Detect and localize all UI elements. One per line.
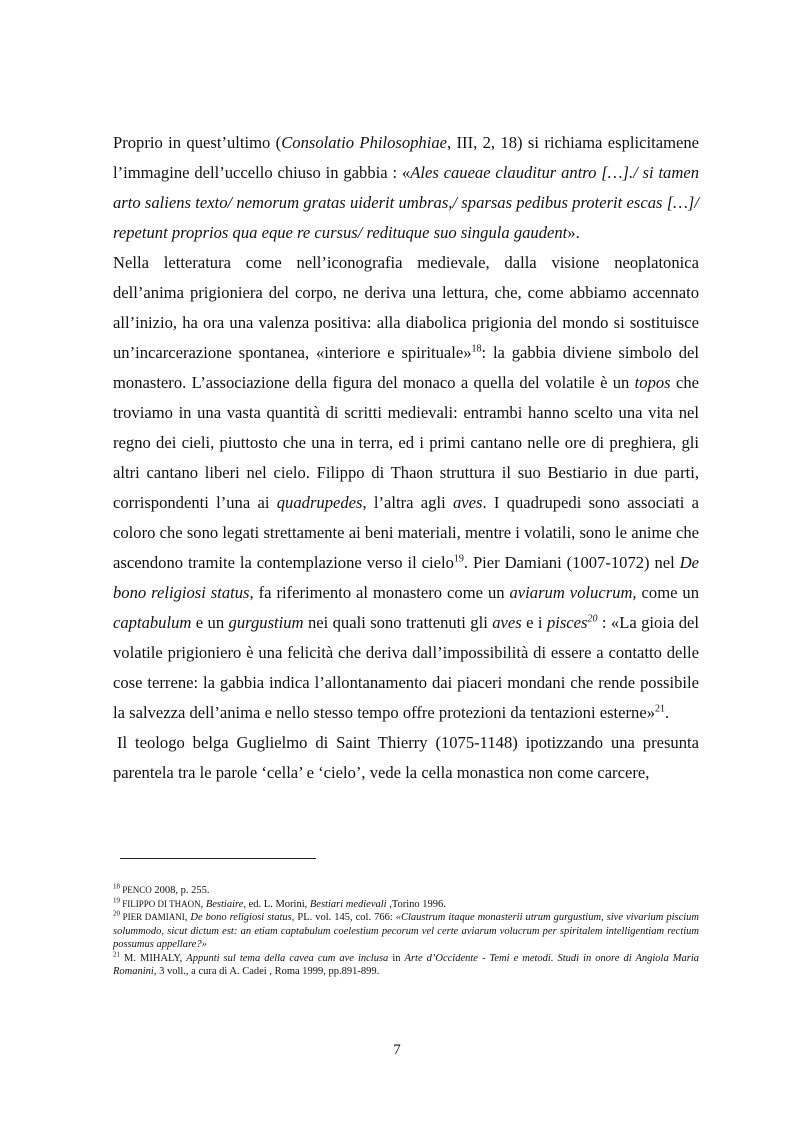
text-run: come un <box>636 583 700 602</box>
italic-text: topos <box>634 373 671 392</box>
italic-text: Arte d’Occidente - Temi e metodi. Studi in onore di Angiola Maria Romanini <box>113 952 699 977</box>
author-name: PIER DAMIANI <box>120 912 185 922</box>
italic-text: «Claustrum itaque monasterii utrum gurgustium, sive vivarium piscium solummodo, sicut dictum est: an etiam captabulum coelestium pecorum vel certe aviarum volucrum per spiritalem intelligentiam rectium possumus appellare?» <box>113 912 699 950</box>
footnote-ref: 18 <box>471 343 482 355</box>
text-run: . <box>665 703 670 722</box>
italic-text: quadrupedes <box>276 493 363 512</box>
text-run: Nella letteratura come nell’iconografia medievale, dalla visione neoplatonica dell’anima prigioniera del corpo, ne deriva una lettura, che, come abbiamo accennato all’inizio, ha ora una valenza positiva: alla diabolica prigionia del mondo si sostituisce un’incarcerazione spontanea, «interiore e spirituale» <box>113 253 699 362</box>
paragraph <box>113 728 699 788</box>
text-run: e i <box>521 613 547 632</box>
text-run: nei quali sono trattenuti gli <box>303 613 493 632</box>
footnote-ref: 21 <box>113 950 120 958</box>
italic-text: De bono religiosi status <box>190 912 292 923</box>
footnote <box>113 884 699 898</box>
text-run: che troviamo in una vasta quantità di scritti medievali: entrambi hanno scelto una vita nel regno dei cieli, piuttosto che una in terra, ed i primi cantano nelle ore di preghiera, gli altri cantano liberi nel cielo. Filippo di Thaon struttura il suo Bestiario in due parti, corrispondenti l’una ai <box>113 373 699 512</box>
footnote-ref: 19 <box>453 553 464 565</box>
author-name: FILIPPO DI THAON <box>120 898 201 909</box>
italic-text: aves <box>452 493 483 512</box>
text-run: , fa riferimento al monastero come un <box>249 583 510 602</box>
text-run: 2008, p. 255. <box>151 885 210 896</box>
footnote-ref: 20 <box>113 909 120 918</box>
text-run: , l’altra agli <box>362 493 453 512</box>
text-run: , <box>200 898 206 910</box>
footnote <box>113 911 699 952</box>
footnote-ref: 21 <box>655 703 666 715</box>
text-run: . Pier Damiani (1007-1072) nel <box>463 553 680 572</box>
footnote-separator <box>120 858 316 859</box>
footnote-ref: 18 <box>113 882 120 891</box>
italic-text: Consolatio Philosophiae <box>281 133 448 152</box>
text-run: Proprio in quest’ultimo ( <box>113 133 282 152</box>
text-run: , PL. vol. 145, col. 766: <box>291 912 396 923</box>
text-run: , III, 2, 18) si richiama esplicitamene l’immagine dell’uccello chiuso in gabbia : « <box>113 133 700 182</box>
italic-text: aves <box>492 613 522 632</box>
footnote <box>113 952 699 979</box>
text-run: Il teologo belga Guglielmo di Saint Thierry (1075-1148) ipotizzando una presunta parentela tra le parole ‘cella’ e ‘cielo’, vede la cella monastica non come carcere, <box>113 733 699 782</box>
text-run: in <box>388 952 405 964</box>
text-run: , <box>184 912 191 923</box>
text-run: . I quadrupedi sono associati a coloro che sono legati strettamente ai beni materiali, mentre i volatili, sono le anime che ascendono tramite la contemplazione verso il cielo <box>113 493 699 572</box>
italic-text: Ales caueae clauditur antro […]./ si tamen arto saliens texto/ nemorum gratas uiderit umbras,/ sparsas pedibus proterit escas […]/ repetunt proprios qua eque re cursus/ redituque suo singula gaudent <box>113 163 699 242</box>
italic-text: De bono religiosi status <box>113 553 700 602</box>
text-run: : la gabbia diviene simbolo del monastero. L’associazione della figura del monaco a quella del volatile è un <box>113 343 699 392</box>
text-run: : «La gioia del volatile prigioniero è una felicità che deriva dall’impossibilità di essere a contatto delle cose terrene: la gabbia indica l’allontanamento dai piaceri mondani che rende possibile la salvezza dell’anima e nello stesso tempo offre protezioni da tentazioni esterne» <box>113 613 699 722</box>
paragraph <box>113 248 699 728</box>
italic-text: Bestiari medievali <box>309 898 387 910</box>
footnote-ref: 19 <box>113 896 120 904</box>
italic-text: captabulum <box>113 613 192 632</box>
text-run: e un <box>191 613 229 632</box>
footnote <box>113 898 699 912</box>
author-name: PENCO <box>120 885 152 895</box>
paragraph <box>113 128 699 248</box>
text-run: ,Torino 1996. <box>386 898 446 910</box>
text-run: M. MIHALY, <box>120 952 187 964</box>
footnote-ref: 20 <box>587 613 598 625</box>
italic-text: gurgustium <box>228 613 304 632</box>
italic-text: aviarum volucrum, <box>509 583 637 602</box>
footnotes <box>113 884 699 979</box>
italic-text: pisces <box>546 613 588 632</box>
page-number: 7 <box>393 1042 401 1058</box>
italic-text: Appunti sul tema della cavea cum ave inclusa <box>186 952 389 964</box>
text-run: , 3 voll., a cura di A. Cadei , Roma 1999, pp.891-899. <box>153 966 380 977</box>
text-run: , ed. L. Morini, <box>243 898 310 910</box>
text-run: ». <box>567 223 580 242</box>
italic-text: Bestiaire <box>205 898 244 910</box>
body-text <box>113 128 699 788</box>
